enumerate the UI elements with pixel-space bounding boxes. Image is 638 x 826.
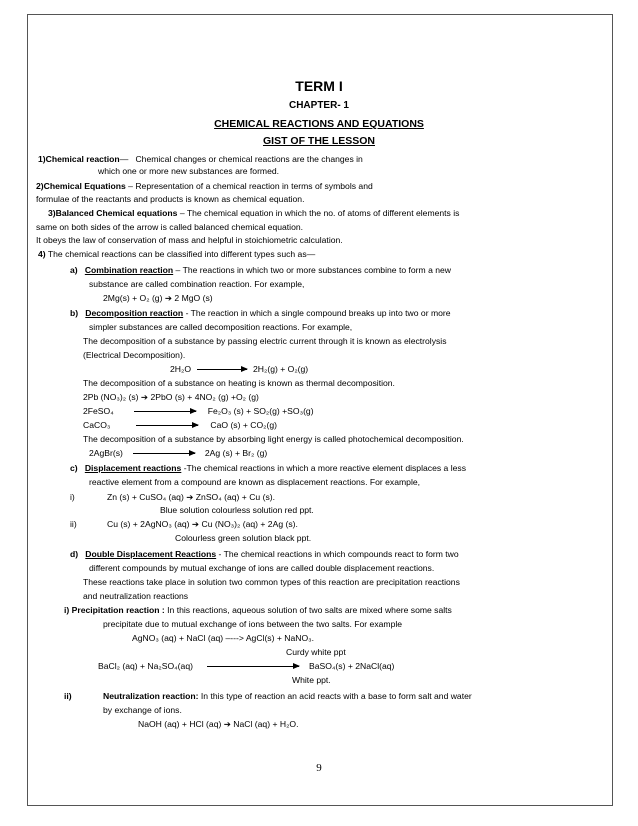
arrow-icon	[134, 411, 196, 412]
b-line-3: The decomposition of a substance by passing electric current through it is known as electrolysis	[83, 336, 447, 346]
b-line-6: The decomposition of a substance by absorbing light energy is called photochemical decomposition.	[83, 434, 464, 444]
a-line-1: a) Combination reaction – The reactions in which two or more substances combine to form a new	[70, 265, 452, 275]
arrow-icon	[197, 369, 247, 370]
a-equation: 2Mg(s) + O₂ (g) ➔ 2 MgO (s)	[103, 293, 213, 303]
neutralization-line-2: by exchange of ions.	[103, 705, 182, 715]
b-equation-1: 2H₂O 2H₂(g) + O₂(g)	[170, 364, 309, 374]
b-equation-4: CaCO₃ CaO (s) + CO₂(g)	[83, 420, 277, 430]
c-line-1: c) Displacement reactions -The chemical reactions in which a more reactive element displaces a less	[70, 463, 466, 473]
page-number: 9	[316, 762, 322, 774]
precipitation-line-2: precipitate due to mutual exchange of ions between the two salts. For example	[103, 619, 403, 629]
para-4-line-1: 4) The chemical reactions can be classified into different types such as—	[38, 249, 316, 259]
chapter-heading: CHAPTER- 1	[288, 100, 349, 111]
c-i-subtext: Blue solution colourless solution red ppt.	[160, 505, 314, 515]
b-equation-5: 2AgBr(s) 2Ag (s) + Br₂ (g)	[89, 448, 268, 458]
precipitation-line-1: i) Precipitation reaction : In this reactions, aqueous solution of two salts are mixed where some salts	[64, 605, 452, 615]
neutralization-line-1: Neutralization reaction: In this type of reaction an acid reacts with a base to form salt and water	[103, 691, 472, 701]
c-ii-equation: Cu (s) + 2AgNO₃ (aq) ➔ Cu (NO₃)₂ (aq) + 2Ag (s).	[107, 519, 298, 529]
c-i-label: i)	[70, 492, 75, 502]
b-line-2: simpler substances are called decomposition reactions. For example,	[89, 322, 353, 332]
para-1-line-2: which one or more new substances are formed.	[98, 166, 280, 176]
precipitation-equation-2-sub: White ppt.	[292, 675, 331, 685]
d-line-3: These reactions take place in solution two common types of this reaction are precipitation reactions	[83, 577, 460, 587]
b-equation-3: 2FeSO₄ Fe₂O₃ (s) + SO₂(g) +SO₃(g)	[83, 406, 314, 416]
precipitation-equation-2: BaCl₂ (aq) + Na₂SO₄(aq) BaSO₄(s) + 2NaCl(aq)	[98, 661, 395, 671]
d-line-1: d) Double Displacement Reactions - The chemical reactions in which compounds react to form two	[70, 549, 459, 559]
para-3-line-1: 3)Balanced Chemical equations – The chemical equation in which the no. of atoms of different elements is	[48, 208, 460, 218]
b-equation-2: 2Pb (NO₃)₂ (s) ➔ 2PbO (s) + 4NO₂ (g) +O₂ (g)	[83, 392, 259, 402]
arrow-icon	[133, 453, 195, 454]
c-line-2: reactive element from a compound are known as displacement reactions. For example,	[89, 477, 421, 487]
b-line-5: The decomposition of a substance on heating is known as thermal decomposition.	[83, 378, 395, 388]
arrow-icon	[207, 666, 299, 667]
arrow-icon	[136, 425, 198, 426]
chapter-title: CHEMICAL REACTIONS AND EQUATIONS	[214, 118, 424, 130]
b-line-4: (Electrical Decomposition).	[83, 350, 186, 360]
para-2-line-1: 2)Chemical Equations – Representation of a chemical reaction in terms of symbols and	[36, 181, 373, 191]
para-3-line-2: same on both sides of the arrow is called balanced chemical equation.	[36, 222, 304, 232]
neutralization-equation: NaOH (aq) + HCl (aq) ➔ NaCl (aq) + H₂O.	[138, 719, 299, 729]
term-heading: TERM I	[295, 78, 343, 94]
precipitation-equation-1-sub: Curdy white ppt	[286, 647, 346, 657]
neutralization-label: ii)	[64, 691, 72, 701]
gist-heading: GIST OF THE LESSON	[262, 135, 375, 147]
para-1-line-1: 1)Chemical reaction— Chemical changes or chemical reactions are the changes in	[38, 154, 363, 164]
precipitation-equation-1: AgNO₃ (aq) + NaCl (aq) –---> AgCl(s) + NaNO₃.	[132, 633, 315, 643]
b-line-1: b) Decomposition reaction - The reaction in which a single compound breaks up into two or more	[70, 308, 451, 318]
d-line-4: and neutralization reactions	[83, 591, 189, 601]
para-2-line-2: formulae of the reactants and products is known as chemical equation.	[36, 194, 305, 204]
c-ii-label: ii)	[70, 519, 77, 529]
d-line-2: different compounds by mutual exchange of ions are called double displacement reactions.	[89, 563, 435, 573]
a-line-2: substance are called combination reaction. For example,	[89, 279, 305, 289]
para-3-line-3: It obeys the law of conservation of mass and helpful in stoichiometric calculation.	[36, 235, 343, 245]
c-i-equation: Zn (s) + CuSO₄ (aq) ➔ ZnSO₄ (aq) + Cu (s).	[107, 492, 275, 502]
c-ii-subtext: Colourless green solution black ppt.	[175, 533, 312, 543]
